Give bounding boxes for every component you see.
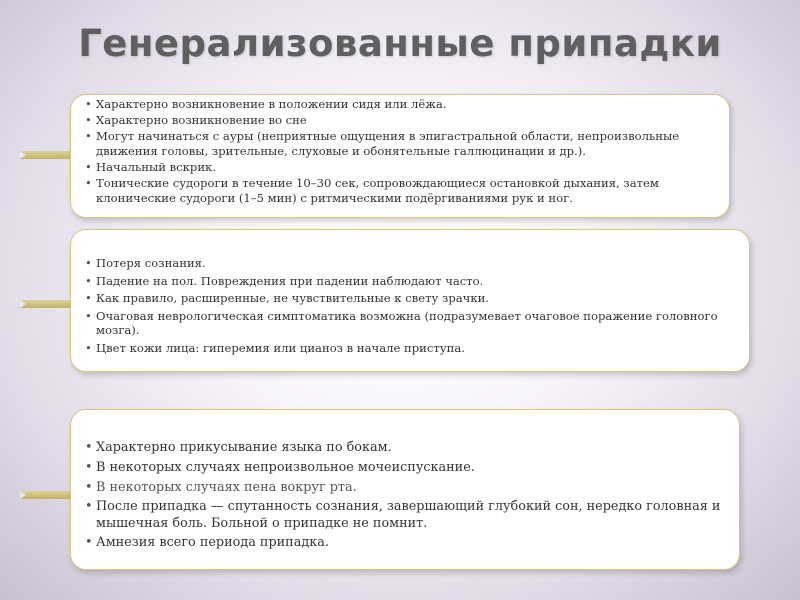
list-item: • Как правило, расширенные, не чувствительные к свету зрачки. (85, 291, 739, 306)
features-box-1 (70, 94, 730, 218)
features-list-2 (85, 256, 739, 356)
list-item: • Характерно возникновение в положении сидя или лёжа. (85, 97, 719, 112)
list-item: • Могут начинаться с ауры (неприятные ощущения в эпигастральной области, непроизвольные движения головы, зрительные, слуховые и обонятельные галлюцинации и др.). (85, 129, 719, 158)
slide-title: Генерализованные припадки (78, 22, 722, 65)
list-item: • Тонические судороги в течение 10–30 сек, сопровождающиеся остановкой дыхания, затем клонические судороги (1–5 мин) с ритмическими подёргиваниями рук и ног. (85, 176, 719, 205)
list-item: • Начальный вскрик. (85, 160, 719, 175)
list-item: • В некоторых случаях пена вокруг рта. (85, 480, 729, 496)
list-item: • Амнезия всего периода припадка. (85, 535, 729, 551)
list-item: • Характерно возникновение во сне (85, 113, 719, 128)
features-box-3 (70, 409, 740, 570)
features-list-3 (85, 440, 729, 552)
list-item: • Цвет кожи лица: гиперемия или цианоз в начале приступа. (85, 341, 739, 356)
features-list-1 (85, 97, 719, 206)
list-item: • Потеря сознания. (85, 256, 739, 271)
list-item: • Падение на пол. Повреждения при падении наблюдают часто. (85, 274, 739, 289)
list-item: • Характерно прикусывание языка по бокам. (85, 440, 729, 456)
list-item: • В некоторых случаях непроизвольное мочеиспускание. (85, 460, 729, 476)
list-item: • После припадка — спутанность сознания, завершающий глубокий сон, нередко головная и мышечная боль. Больной о припадке не помнит. (85, 499, 729, 532)
features-box-2 (70, 229, 750, 372)
list-item: • Очаговая неврологическая симптоматика возможна (подразумевает очаговое поражение головного мозга). (85, 309, 739, 338)
